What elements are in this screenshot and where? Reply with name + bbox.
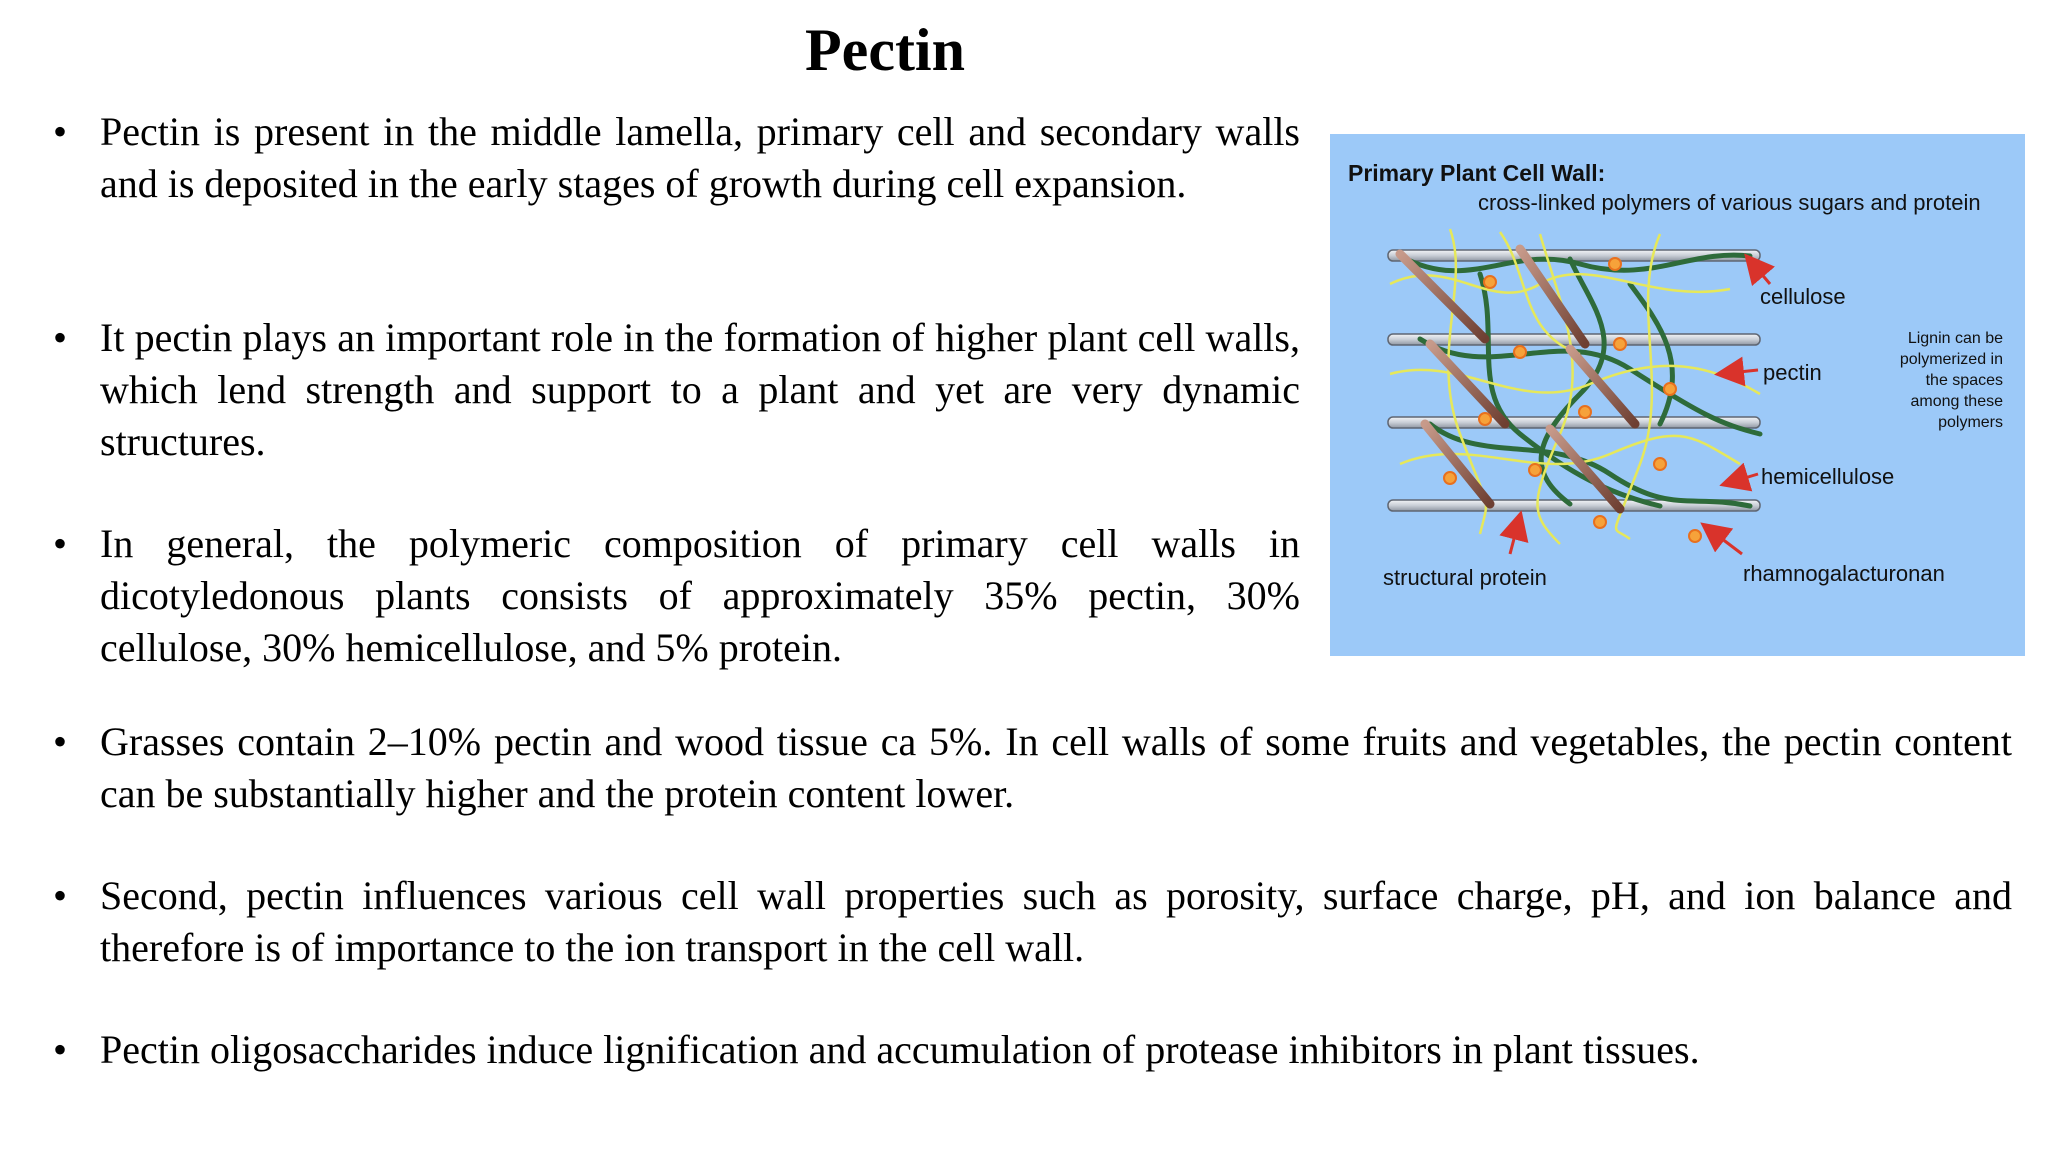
bullet-dot: •: [52, 719, 67, 764]
page-title: Pectin: [805, 17, 965, 83]
bullet-text: Pectin is present in the middle lamella, primary cell and secondary walls and is deposited in the early stages of growth during cell expansion.: [100, 109, 1300, 206]
label-pectin: pectin: [1763, 360, 1822, 385]
bullet-text: Pectin oligosaccharides induce lignification and accumulation of protease inhibitors in plant tissues.: [100, 1027, 1700, 1072]
figure-subtitle: cross-linked polymers of various sugars and protein: [1478, 190, 1981, 215]
bullet-dot: •: [52, 873, 67, 918]
bullet-item: [48, 518, 1300, 674]
bullet-text: In general, the polymeric composition of primary cell walls in dicotyledonous plants consists of approximately 35% pectin, 30% cellulose, 30% hemicellulose, and 5% protein.: [100, 521, 1300, 670]
bullet-item: [48, 106, 1300, 210]
label-cellulose: cellulose: [1760, 284, 1846, 309]
figure-title: Primary Plant Cell Wall:: [1348, 160, 1606, 186]
bullet-dot: •: [52, 521, 67, 566]
pectin-strands: [1390, 229, 1760, 544]
cell-wall-figure: [1330, 134, 2025, 656]
bullet-dot: •: [52, 315, 67, 360]
label-hemicellulose: hemicellulose: [1761, 464, 1895, 489]
bullet-dot: •: [52, 109, 67, 154]
bullet-item: [48, 312, 1300, 468]
bullet-text: It pectin plays an important role in the formation of higher plant cell walls, which lend strength and support to a plant and yet are very dynamic structures.: [100, 315, 1300, 464]
bullet-item: [48, 870, 2012, 974]
bullet-text: Grasses contain 2–10% pectin and wood tissue ca 5%. In cell walls of some fruits and vegetables, the pectin content can be substantially higher and the protein content lower.: [100, 719, 2012, 816]
label-rhamnogalacturonan: rhamnogalacturonan: [1743, 561, 1945, 586]
bullet-dot: •: [52, 1027, 67, 1072]
bullet-text: Second, pectin influences various cell wall properties such as porosity, surface charge, pH, and ion balance and therefore is of importance to the ion transport in the cell wall.: [100, 873, 2012, 970]
label-structural-protein: structural protein: [1383, 565, 1547, 590]
bullet-item: [48, 716, 2012, 820]
lignin-note: Lignin can be polymerized in the spaces among these polymers: [1899, 330, 2003, 431]
bullet-item: [48, 1024, 2012, 1076]
